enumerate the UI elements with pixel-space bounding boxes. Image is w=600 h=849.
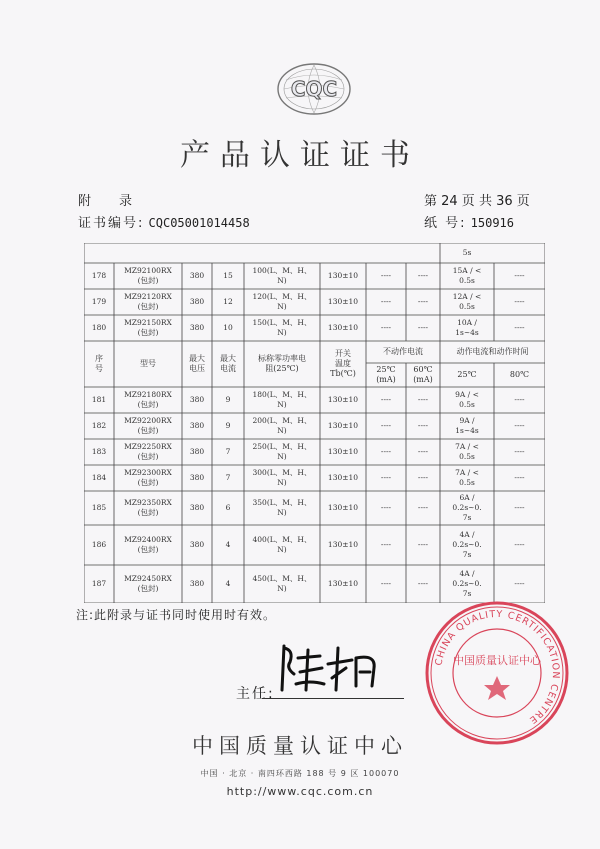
table-cell-action-25: 12A / < 0.5s [452,292,482,311]
table-cell-non-action-25: ---- [380,447,392,456]
header-max-voltage: 最大 电压 [189,354,205,373]
logo-text: CQC [290,77,338,101]
header-seq: 序 号 [95,354,103,373]
paper-number [424,212,514,231]
table-cell-model: MZ92200RX (包封) [124,416,172,435]
header-non-action-60: 60℃ (mA) [413,365,433,384]
table-cell-seq: 182 [91,421,107,430]
table-cell-action-25: 7A / < 0.5s [455,442,479,461]
table-cell-model: MZ92350RX (包封) [124,498,172,517]
header-model: 型号 [140,359,156,368]
table-cell-non-action-25: ---- [380,395,392,404]
document-title: 产品认证证书 [180,138,420,173]
table-cell-current: 6 [225,503,231,512]
table-cell-voltage: 380 [189,473,205,482]
signer-label: 主任: [236,686,275,702]
table-cell-voltage: 380 [189,540,205,549]
seal-inner-text: 中国质量认证中心 [453,654,541,667]
table-cell-fragment: 5s [462,248,472,257]
table-cell-action-25: 15A / < 0.5s [452,266,482,285]
table-cell-current: 9 [225,395,231,404]
table-cell-resistance: 200(L、M、H、 N) [252,416,312,435]
table-cell-action-25: 4A / 0.2s~0. 7s [452,530,482,559]
table-cell-model: MZ92400RX (包封) [124,535,172,554]
table-cell-action-80: ---- [514,395,525,404]
table-cell-seq: 181 [91,395,107,404]
table-cell-action-80: ---- [514,540,525,549]
cert-number-value: CQC05001014458 [148,216,250,230]
table-cell-current: 7 [225,447,231,456]
organization-url: http://www.cqc.com.cn [226,785,374,798]
table-cell-resistance: 450(L、M、H、 N) [252,574,312,593]
table-cell-action-80: ---- [514,503,525,512]
table-cell-non-action-25: ---- [380,297,392,306]
table-cell-model: MZ92450RX (包封) [124,574,172,593]
table-cell-action-25: 9A / < 0.5s [455,390,479,409]
table-cell-non-action-60: ---- [417,473,429,482]
table-cell-action-80: ---- [514,421,525,430]
table-cell-action-80: ---- [514,473,525,482]
table-cell-resistance: 350(L、M、H、 N) [252,498,312,517]
table-cell-action-80: ---- [514,271,525,280]
header-action-80: 80℃ [509,370,530,379]
table-cell-model: MZ92250RX (包封) [124,442,172,461]
table-cell-non-action-25: ---- [380,503,392,512]
svg-text:CHINA QUALITY CERTIFICATION CE: CHINA QUALITY CERTIFICATION CENTRE [433,608,562,726]
table-cell-temp: 130±10 [327,503,359,512]
table-cell-resistance: 100(L、M、H、 N) [252,266,312,285]
page-info: 第 24 页 共 36 页 [424,194,530,209]
table-cell-model: MZ92120RX (包封) [124,292,172,311]
table-cell-current: 9 [225,421,231,430]
table-cell-voltage: 380 [189,323,205,332]
header-non-action-25: 25℃ (mA) [376,365,396,384]
table-cell-seq: 187 [91,579,107,588]
validity-note: 注:此附录与证书同时使用时有效。 [76,608,277,622]
table-cell-resistance: 250(L、M、H、 N) [252,442,312,461]
table-cell-model: MZ92100RX (包封) [124,266,172,285]
table-cell-temp: 130±10 [327,297,359,306]
table-cell-temp: 130±10 [327,540,359,549]
table-cell-non-action-25: ---- [380,421,392,430]
header-action-25: 25℃ [457,370,477,379]
table-cell-action-80: ---- [514,447,525,456]
table-cell-model: MZ92180RX (包封) [124,390,172,409]
table-cell-action-80: ---- [514,323,525,332]
table-cell-non-action-25: ---- [380,473,392,482]
table-cell-seq: 179 [91,297,107,306]
cert-number [78,212,250,231]
table-cell-action-25: 7A / < 0.5s [455,468,479,487]
header-action: 动作电流和动作时间 [456,347,529,356]
table-cell-action-25: 10A / 1s~4s [455,318,479,337]
table-cell-resistance: 400(L、M、H、 N) [252,535,312,554]
official-seal-icon [422,598,572,748]
table-cell-temp: 130±10 [327,447,359,456]
table-cell-non-action-60: ---- [417,503,429,512]
table-cell-action-80: ---- [514,297,525,306]
table-cell-voltage: 380 [189,395,205,404]
table-cell-action-80: ---- [514,579,525,588]
table-cell-seq: 183 [91,447,107,456]
table-cell-non-action-60: ---- [417,579,429,588]
table-cell-voltage: 380 [189,447,205,456]
header-max-current: 最大 电流 [220,354,236,373]
table-cell-non-action-60: ---- [417,447,429,456]
table-cell-voltage: 380 [189,271,205,280]
header-switch-temp: 开关 温度 Tb(℃) [330,349,356,378]
organization-name: 中国质量认证中心 [192,734,408,758]
header-non-action: 不动作电流 [383,347,423,356]
table-cell-action-25: 4A / 0.2s~0. 7s [452,569,482,598]
table-cell-voltage: 380 [189,421,205,430]
paper-number-label: 纸 号: [424,216,467,231]
table-cell-temp: 130±10 [327,421,359,430]
annex-label: 附录 [78,194,161,209]
organization-address: 中国 · 北京 · 南四环西路 188 号 9 区 100070 [200,769,400,778]
signature-line [262,698,404,699]
table-cell-temp: 130±10 [327,473,359,482]
table-cell-current: 4 [225,579,231,588]
table-cell-non-action-60: ---- [417,323,429,332]
table-cell-voltage: 380 [189,579,205,588]
table-cell-non-action-60: ---- [417,395,429,404]
header-resistance: 标称零功率电 阻(25℃) [258,354,306,373]
table-cell-seq: 186 [91,540,107,549]
table-cell-voltage: 380 [189,503,205,512]
table-cell-current: 7 [225,473,231,482]
table-cell-temp: 130±10 [327,395,359,404]
table-cell-seq: 180 [91,323,107,332]
table-cell-current: 10 [223,323,233,332]
table-cell-non-action-60: ---- [417,297,429,306]
table-cell-resistance: 300(L、M、H、 N) [252,468,312,487]
table-cell-non-action-25: ---- [380,271,392,280]
table-cell-seq: 184 [91,473,107,482]
table-cell-non-action-25: ---- [380,579,392,588]
table-cell-resistance: 180(L、M、H、 N) [252,390,312,409]
table-cell-non-action-25: ---- [380,540,392,549]
paper-number-value: 150916 [470,216,515,230]
table-cell-resistance: 120(L、M、H、 N) [252,292,312,311]
table-cell-current: 4 [225,540,231,549]
table-cell-temp: 130±10 [327,579,359,588]
table-cell-temp: 130±10 [327,271,359,280]
table-cell-seq: 185 [91,503,107,512]
table-cell-model: MZ92300RX (包封) [124,468,172,487]
table-cell-current: 15 [223,271,233,280]
table-cell-non-action-25: ---- [380,323,392,332]
table-cell-voltage: 380 [189,297,205,306]
table-cell-temp: 130±10 [327,323,359,332]
table-cell-action-25: 6A / 0.2s~0. 7s [452,493,482,522]
table-cell-current: 12 [223,297,233,306]
table-cell-non-action-60: ---- [417,271,429,280]
cqc-logo-icon [276,62,352,116]
table-cell-action-25: 9A / 1s~4s [455,416,479,435]
table-cell-non-action-60: ---- [417,540,429,549]
cert-number-label: 证书编号: [78,216,145,231]
table-cell-model: MZ92150RX (包封) [124,318,172,337]
table-cell-resistance: 150(L、M、H、 N) [252,318,312,337]
signature-icon [260,628,410,698]
table-cell-non-action-60: ---- [417,421,429,430]
table-cell-seq: 178 [91,271,107,280]
